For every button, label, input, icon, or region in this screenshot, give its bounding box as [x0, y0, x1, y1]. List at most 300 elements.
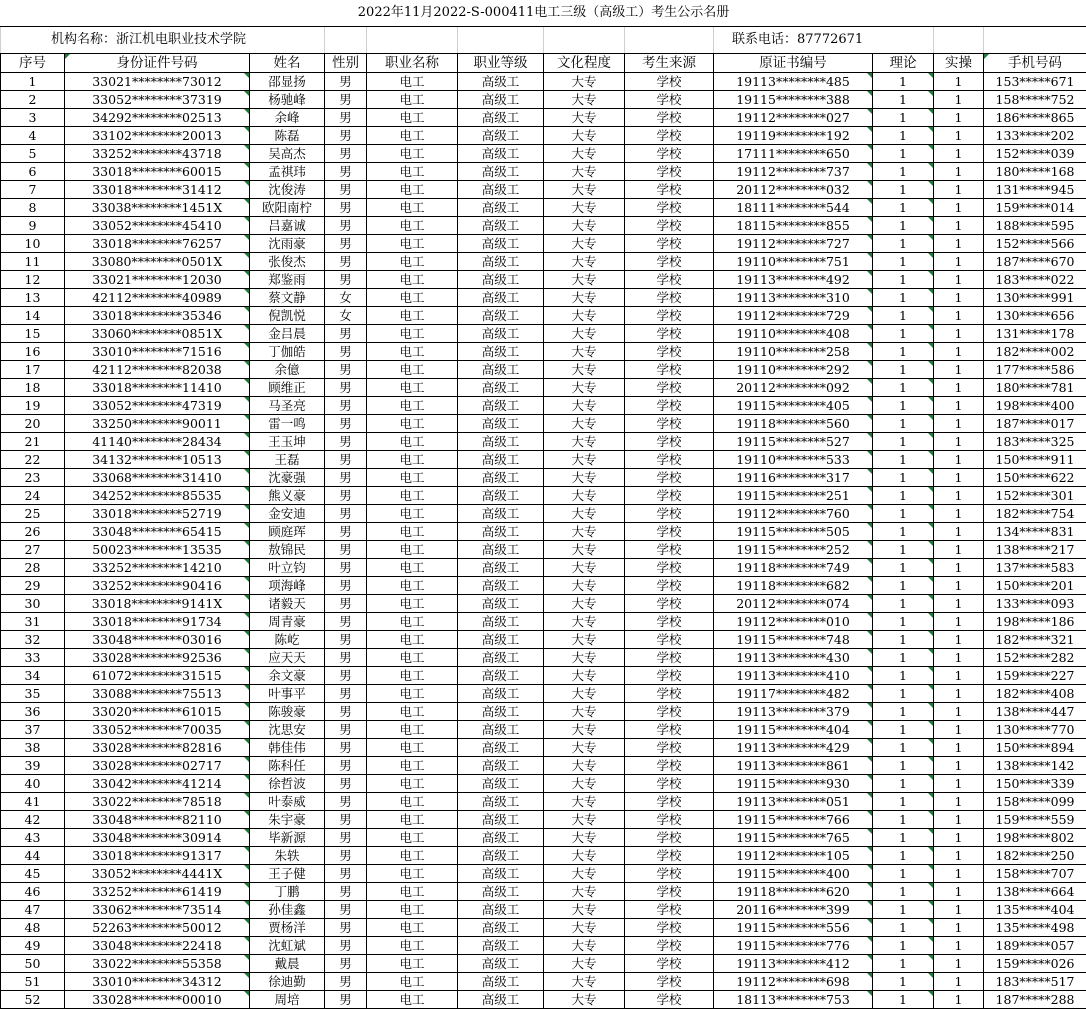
cell-practice[interactable]: 1 — [934, 649, 984, 667]
cell-id-number[interactable]: 33028********02717 — [65, 757, 250, 775]
cell-occupation[interactable]: 电工 — [367, 163, 458, 181]
cell-source[interactable]: 学校 — [625, 577, 714, 595]
cell-gender[interactable]: 男 — [325, 343, 367, 361]
cell-gender[interactable]: 男 — [325, 379, 367, 397]
cell-level[interactable]: 高级工 — [458, 973, 544, 991]
cell-phone[interactable]: 158*****099 — [984, 793, 1086, 811]
cell-practice[interactable]: 1 — [934, 541, 984, 559]
cell-practice[interactable]: 1 — [934, 577, 984, 595]
cell-theory[interactable]: 1 — [873, 487, 934, 505]
cell-education[interactable]: 大专 — [544, 289, 625, 307]
cell-level[interactable]: 高级工 — [458, 559, 544, 577]
cell-level[interactable]: 高级工 — [458, 667, 544, 685]
cell-certificate-no[interactable]: 19113********051 — [714, 793, 873, 811]
cell-certificate-no[interactable]: 19113********412 — [714, 955, 873, 973]
cell-gender[interactable]: 男 — [325, 271, 367, 289]
cell-id-number[interactable]: 33048********30914 — [65, 829, 250, 847]
cell-source[interactable]: 学校 — [625, 775, 714, 793]
col-header-practice[interactable]: 实操 — [934, 54, 984, 73]
cell-source[interactable]: 学校 — [625, 181, 714, 199]
cell-id-number[interactable]: 33022********55358 — [65, 955, 250, 973]
cell-source[interactable]: 学校 — [625, 919, 714, 937]
cell-id-number[interactable]: 33022********78518 — [65, 793, 250, 811]
cell-id-number[interactable]: 33052********70035 — [65, 721, 250, 739]
cell-theory[interactable]: 1 — [873, 793, 934, 811]
cell-level[interactable]: 高级工 — [458, 361, 544, 379]
cell-certificate-no[interactable]: 19113********379 — [714, 703, 873, 721]
cell-level[interactable]: 高级工 — [458, 469, 544, 487]
cell-source[interactable]: 学校 — [625, 865, 714, 883]
cell-education[interactable]: 大专 — [544, 181, 625, 199]
cell-level[interactable]: 高级工 — [458, 613, 544, 631]
cell-gender[interactable]: 男 — [325, 163, 367, 181]
cell-name[interactable]: 孟祺玮 — [250, 163, 325, 181]
cell-certificate-no[interactable]: 17111********650 — [714, 145, 873, 163]
cell-name[interactable]: 朱宇豪 — [250, 811, 325, 829]
cell-seq[interactable]: 43 — [1, 829, 65, 847]
cell-gender[interactable]: 男 — [325, 829, 367, 847]
cell-phone[interactable]: 138*****447 — [984, 703, 1086, 721]
cell-level[interactable]: 高级工 — [458, 541, 544, 559]
cell-practice[interactable]: 1 — [934, 955, 984, 973]
cell-source[interactable]: 学校 — [625, 559, 714, 577]
cell-education[interactable]: 大专 — [544, 901, 625, 919]
cell-level[interactable]: 高级工 — [458, 145, 544, 163]
cell-gender[interactable]: 男 — [325, 757, 367, 775]
cell-level[interactable]: 高级工 — [458, 883, 544, 901]
cell-level[interactable]: 高级工 — [458, 865, 544, 883]
cell-seq[interactable]: 15 — [1, 325, 65, 343]
cell-id-number[interactable]: 33028********92536 — [65, 649, 250, 667]
cell-level[interactable]: 高级工 — [458, 811, 544, 829]
cell-source[interactable]: 学校 — [625, 685, 714, 703]
cell-phone[interactable]: 159*****227 — [984, 667, 1086, 685]
info-empty-cell[interactable] — [544, 27, 625, 54]
cell-level[interactable]: 高级工 — [458, 397, 544, 415]
cell-certificate-no[interactable]: 19115********252 — [714, 541, 873, 559]
cell-gender[interactable]: 男 — [325, 217, 367, 235]
cell-seq[interactable]: 40 — [1, 775, 65, 793]
cell-name[interactable]: 余峰 — [250, 109, 325, 127]
cell-level[interactable]: 高级工 — [458, 199, 544, 217]
cell-occupation[interactable]: 电工 — [367, 865, 458, 883]
cell-certificate-no[interactable]: 19119********192 — [714, 127, 873, 145]
cell-education[interactable]: 大专 — [544, 253, 625, 271]
cell-certificate-no[interactable]: 19112********105 — [714, 847, 873, 865]
cell-occupation[interactable]: 电工 — [367, 433, 458, 451]
cell-source[interactable]: 学校 — [625, 811, 714, 829]
cell-id-number[interactable]: 33018********52719 — [65, 505, 250, 523]
cell-certificate-no[interactable]: 19115********505 — [714, 523, 873, 541]
cell-name[interactable]: 戴晨 — [250, 955, 325, 973]
cell-id-number[interactable]: 33018********35346 — [65, 307, 250, 325]
cell-occupation[interactable]: 电工 — [367, 451, 458, 469]
cell-certificate-no[interactable]: 18115********855 — [714, 217, 873, 235]
cell-name[interactable]: 陈磊 — [250, 127, 325, 145]
cell-theory[interactable]: 1 — [873, 829, 934, 847]
cell-id-number[interactable]: 33250********90011 — [65, 415, 250, 433]
cell-gender[interactable]: 男 — [325, 523, 367, 541]
cell-education[interactable]: 大专 — [544, 487, 625, 505]
cell-occupation[interactable]: 电工 — [367, 919, 458, 937]
cell-education[interactable]: 大专 — [544, 505, 625, 523]
cell-id-number[interactable]: 42112********40989 — [65, 289, 250, 307]
cell-theory[interactable]: 1 — [873, 73, 934, 91]
cell-level[interactable]: 高级工 — [458, 703, 544, 721]
cell-theory[interactable]: 1 — [873, 757, 934, 775]
cell-practice[interactable]: 1 — [934, 703, 984, 721]
cell-education[interactable]: 大专 — [544, 847, 625, 865]
cell-occupation[interactable]: 电工 — [367, 145, 458, 163]
cell-gender[interactable]: 男 — [325, 127, 367, 145]
cell-name[interactable]: 叶泰威 — [250, 793, 325, 811]
cell-practice[interactable]: 1 — [934, 505, 984, 523]
cell-gender[interactable]: 男 — [325, 415, 367, 433]
cell-practice[interactable]: 1 — [934, 487, 984, 505]
cell-id-number[interactable]: 33018********11410 — [65, 379, 250, 397]
cell-practice[interactable]: 1 — [934, 181, 984, 199]
cell-certificate-no[interactable]: 19118********682 — [714, 577, 873, 595]
cell-level[interactable]: 高级工 — [458, 271, 544, 289]
cell-occupation[interactable]: 电工 — [367, 811, 458, 829]
cell-id-number[interactable]: 33048********82110 — [65, 811, 250, 829]
cell-level[interactable]: 高级工 — [458, 955, 544, 973]
cell-phone[interactable]: 182*****321 — [984, 631, 1086, 649]
info-empty-cell[interactable] — [934, 27, 984, 54]
cell-theory[interactable]: 1 — [873, 919, 934, 937]
cell-certificate-no[interactable]: 19115********776 — [714, 937, 873, 955]
sheet-title[interactable]: 2022年11月2022-S-000411电工三级（高级工）考生公示名册 — [1, 0, 1086, 27]
cell-theory[interactable]: 1 — [873, 937, 934, 955]
cell-id-number[interactable]: 33021********12030 — [65, 271, 250, 289]
cell-seq[interactable]: 7 — [1, 181, 65, 199]
cell-practice[interactable]: 1 — [934, 145, 984, 163]
cell-phone[interactable]: 158*****752 — [984, 91, 1086, 109]
cell-occupation[interactable]: 电工 — [367, 127, 458, 145]
cell-certificate-no[interactable]: 19115********930 — [714, 775, 873, 793]
cell-occupation[interactable]: 电工 — [367, 253, 458, 271]
cell-name[interactable]: 熊义豪 — [250, 487, 325, 505]
institution-name[interactable]: 机构名称：浙江机电职业技术学院 — [1, 27, 325, 54]
cell-phone[interactable]: 186*****865 — [984, 109, 1086, 127]
cell-gender[interactable]: 男 — [325, 235, 367, 253]
cell-source[interactable]: 学校 — [625, 415, 714, 433]
cell-phone[interactable]: 198*****802 — [984, 829, 1086, 847]
cell-id-number[interactable]: 50023********13535 — [65, 541, 250, 559]
cell-name[interactable]: 余億 — [250, 361, 325, 379]
cell-gender[interactable]: 男 — [325, 703, 367, 721]
cell-practice[interactable]: 1 — [934, 397, 984, 415]
cell-name[interactable]: 陈科任 — [250, 757, 325, 775]
cell-id-number[interactable]: 33018********91734 — [65, 613, 250, 631]
cell-phone[interactable]: 150*****911 — [984, 451, 1086, 469]
cell-certificate-no[interactable]: 19110********408 — [714, 325, 873, 343]
cell-phone[interactable]: 182*****002 — [984, 343, 1086, 361]
cell-practice[interactable]: 1 — [934, 667, 984, 685]
cell-certificate-no[interactable]: 19112********698 — [714, 973, 873, 991]
cell-seq[interactable]: 30 — [1, 595, 65, 613]
cell-level[interactable]: 高级工 — [458, 487, 544, 505]
cell-gender[interactable]: 女 — [325, 289, 367, 307]
cell-certificate-no[interactable]: 19115********400 — [714, 865, 873, 883]
cell-occupation[interactable]: 电工 — [367, 649, 458, 667]
cell-practice[interactable]: 1 — [934, 235, 984, 253]
cell-practice[interactable]: 1 — [934, 343, 984, 361]
cell-level[interactable]: 高级工 — [458, 631, 544, 649]
cell-education[interactable]: 大专 — [544, 721, 625, 739]
cell-phone[interactable]: 152*****301 — [984, 487, 1086, 505]
cell-occupation[interactable]: 电工 — [367, 991, 458, 1009]
cell-id-number[interactable]: 33021********73012 — [65, 73, 250, 91]
cell-certificate-no[interactable]: 19115********388 — [714, 91, 873, 109]
cell-source[interactable]: 学校 — [625, 703, 714, 721]
cell-occupation[interactable]: 电工 — [367, 721, 458, 739]
cell-name[interactable]: 雷一鸣 — [250, 415, 325, 433]
cell-name[interactable]: 欧阳南柠 — [250, 199, 325, 217]
cell-phone[interactable]: 135*****498 — [984, 919, 1086, 937]
cell-education[interactable]: 大专 — [544, 397, 625, 415]
cell-name[interactable]: 徐迪勤 — [250, 973, 325, 991]
cell-practice[interactable]: 1 — [934, 829, 984, 847]
cell-seq[interactable]: 37 — [1, 721, 65, 739]
cell-source[interactable]: 学校 — [625, 109, 714, 127]
cell-practice[interactable]: 1 — [934, 883, 984, 901]
cell-id-number[interactable]: 34252********85535 — [65, 487, 250, 505]
cell-gender[interactable]: 男 — [325, 613, 367, 631]
cell-practice[interactable]: 1 — [934, 361, 984, 379]
cell-gender[interactable]: 男 — [325, 145, 367, 163]
cell-certificate-no[interactable]: 19116********317 — [714, 469, 873, 487]
cell-gender[interactable]: 男 — [325, 955, 367, 973]
cell-source[interactable]: 学校 — [625, 739, 714, 757]
cell-theory[interactable]: 1 — [873, 307, 934, 325]
cell-seq[interactable]: 22 — [1, 451, 65, 469]
cell-gender[interactable]: 男 — [325, 199, 367, 217]
cell-theory[interactable]: 1 — [873, 847, 934, 865]
cell-name[interactable]: 沈雨豪 — [250, 235, 325, 253]
cell-level[interactable]: 高级工 — [458, 73, 544, 91]
cell-certificate-no[interactable]: 19113********410 — [714, 667, 873, 685]
cell-source[interactable]: 学校 — [625, 433, 714, 451]
cell-seq[interactable]: 21 — [1, 433, 65, 451]
cell-occupation[interactable]: 电工 — [367, 379, 458, 397]
cell-occupation[interactable]: 电工 — [367, 613, 458, 631]
cell-education[interactable]: 大专 — [544, 883, 625, 901]
cell-theory[interactable]: 1 — [873, 217, 934, 235]
cell-gender[interactable]: 男 — [325, 901, 367, 919]
cell-seq[interactable]: 34 — [1, 667, 65, 685]
cell-level[interactable]: 高级工 — [458, 127, 544, 145]
cell-gender[interactable]: 男 — [325, 685, 367, 703]
cell-level[interactable]: 高级工 — [458, 379, 544, 397]
cell-certificate-no[interactable]: 19112********027 — [714, 109, 873, 127]
cell-occupation[interactable]: 电工 — [367, 343, 458, 361]
cell-level[interactable]: 高级工 — [458, 181, 544, 199]
cell-phone[interactable]: 130*****770 — [984, 721, 1086, 739]
cell-occupation[interactable]: 电工 — [367, 469, 458, 487]
cell-id-number[interactable]: 33020********61015 — [65, 703, 250, 721]
cell-occupation[interactable]: 电工 — [367, 361, 458, 379]
cell-gender[interactable]: 女 — [325, 307, 367, 325]
cell-education[interactable]: 大专 — [544, 451, 625, 469]
cell-source[interactable]: 学校 — [625, 73, 714, 91]
cell-phone[interactable]: 158*****707 — [984, 865, 1086, 883]
cell-seq[interactable]: 26 — [1, 523, 65, 541]
cell-id-number[interactable]: 33028********00010 — [65, 991, 250, 1009]
cell-phone[interactable]: 183*****325 — [984, 433, 1086, 451]
cell-education[interactable]: 大专 — [544, 127, 625, 145]
cell-theory[interactable]: 1 — [873, 721, 934, 739]
cell-gender[interactable]: 男 — [325, 667, 367, 685]
cell-theory[interactable]: 1 — [873, 397, 934, 415]
cell-source[interactable]: 学校 — [625, 847, 714, 865]
cell-certificate-no[interactable]: 19115********404 — [714, 721, 873, 739]
cell-gender[interactable]: 男 — [325, 991, 367, 1009]
cell-name[interactable]: 倪凯悦 — [250, 307, 325, 325]
cell-seq[interactable]: 35 — [1, 685, 65, 703]
cell-theory[interactable]: 1 — [873, 199, 934, 217]
cell-source[interactable]: 学校 — [625, 937, 714, 955]
cell-practice[interactable]: 1 — [934, 163, 984, 181]
cell-name[interactable]: 孙佳鑫 — [250, 901, 325, 919]
cell-gender[interactable]: 男 — [325, 73, 367, 91]
cell-certificate-no[interactable]: 19115********766 — [714, 811, 873, 829]
cell-theory[interactable]: 1 — [873, 775, 934, 793]
cell-practice[interactable]: 1 — [934, 91, 984, 109]
cell-level[interactable]: 高级工 — [458, 451, 544, 469]
cell-seq[interactable]: 31 — [1, 613, 65, 631]
cell-occupation[interactable]: 电工 — [367, 235, 458, 253]
cell-seq[interactable]: 17 — [1, 361, 65, 379]
cell-phone[interactable]: 187*****288 — [984, 991, 1086, 1009]
cell-gender[interactable]: 男 — [325, 487, 367, 505]
cell-phone[interactable]: 133*****202 — [984, 127, 1086, 145]
cell-seq[interactable]: 4 — [1, 127, 65, 145]
cell-theory[interactable]: 1 — [873, 973, 934, 991]
cell-id-number[interactable]: 61072********31515 — [65, 667, 250, 685]
cell-gender[interactable]: 男 — [325, 919, 367, 937]
cell-education[interactable]: 大专 — [544, 235, 625, 253]
cell-level[interactable]: 高级工 — [458, 739, 544, 757]
cell-occupation[interactable]: 电工 — [367, 937, 458, 955]
cell-id-number[interactable]: 33018********76257 — [65, 235, 250, 253]
cell-seq[interactable]: 6 — [1, 163, 65, 181]
cell-gender[interactable]: 男 — [325, 595, 367, 613]
info-empty-cell[interactable] — [325, 27, 367, 54]
cell-source[interactable]: 学校 — [625, 199, 714, 217]
cell-practice[interactable]: 1 — [934, 271, 984, 289]
cell-occupation[interactable]: 电工 — [367, 73, 458, 91]
cell-occupation[interactable]: 电工 — [367, 199, 458, 217]
cell-id-number[interactable]: 33018********91317 — [65, 847, 250, 865]
cell-occupation[interactable]: 电工 — [367, 523, 458, 541]
col-header-phone[interactable]: 手机号码 — [984, 54, 1086, 73]
cell-name[interactable]: 敖锦民 — [250, 541, 325, 559]
cell-education[interactable]: 大专 — [544, 829, 625, 847]
cell-gender[interactable]: 男 — [325, 631, 367, 649]
cell-id-number[interactable]: 33252********43718 — [65, 145, 250, 163]
cell-phone[interactable]: 130*****656 — [984, 307, 1086, 325]
cell-practice[interactable]: 1 — [934, 595, 984, 613]
cell-certificate-no[interactable]: 19110********292 — [714, 361, 873, 379]
cell-practice[interactable]: 1 — [934, 559, 984, 577]
cell-source[interactable]: 学校 — [625, 361, 714, 379]
cell-theory[interactable]: 1 — [873, 379, 934, 397]
cell-name[interactable]: 顾庭珲 — [250, 523, 325, 541]
cell-occupation[interactable]: 电工 — [367, 487, 458, 505]
cell-certificate-no[interactable]: 19115********251 — [714, 487, 873, 505]
cell-source[interactable]: 学校 — [625, 613, 714, 631]
cell-occupation[interactable]: 电工 — [367, 505, 458, 523]
cell-occupation[interactable]: 电工 — [367, 595, 458, 613]
cell-education[interactable]: 大专 — [544, 523, 625, 541]
cell-practice[interactable]: 1 — [934, 307, 984, 325]
cell-name[interactable]: 张俊杰 — [250, 253, 325, 271]
cell-name[interactable]: 余文豪 — [250, 667, 325, 685]
cell-practice[interactable]: 1 — [934, 613, 984, 631]
cell-seq[interactable]: 25 — [1, 505, 65, 523]
cell-occupation[interactable]: 电工 — [367, 109, 458, 127]
cell-source[interactable]: 学校 — [625, 523, 714, 541]
cell-name[interactable]: 丁鹏 — [250, 883, 325, 901]
cell-level[interactable]: 高级工 — [458, 991, 544, 1009]
cell-name[interactable]: 邵显扬 — [250, 73, 325, 91]
cell-name[interactable]: 周培 — [250, 991, 325, 1009]
cell-phone[interactable]: 177*****586 — [984, 361, 1086, 379]
cell-seq[interactable]: 16 — [1, 343, 65, 361]
cell-name[interactable]: 陈屹 — [250, 631, 325, 649]
cell-name[interactable]: 吴高杰 — [250, 145, 325, 163]
cell-source[interactable]: 学校 — [625, 901, 714, 919]
cell-level[interactable]: 高级工 — [458, 847, 544, 865]
cell-gender[interactable]: 男 — [325, 325, 367, 343]
cell-theory[interactable]: 1 — [873, 901, 934, 919]
cell-certificate-no[interactable]: 20112********032 — [714, 181, 873, 199]
cell-education[interactable]: 大专 — [544, 541, 625, 559]
cell-id-number[interactable]: 34292********02513 — [65, 109, 250, 127]
cell-phone[interactable]: 198*****400 — [984, 397, 1086, 415]
cell-phone[interactable]: 183*****022 — [984, 271, 1086, 289]
cell-theory[interactable]: 1 — [873, 433, 934, 451]
cell-education[interactable]: 大专 — [544, 109, 625, 127]
cell-name[interactable]: 郑鉴雨 — [250, 271, 325, 289]
cell-name[interactable]: 沈虹斌 — [250, 937, 325, 955]
cell-seq[interactable]: 1 — [1, 73, 65, 91]
cell-occupation[interactable]: 电工 — [367, 793, 458, 811]
cell-certificate-no[interactable]: 19113********430 — [714, 649, 873, 667]
cell-practice[interactable]: 1 — [934, 631, 984, 649]
cell-certificate-no[interactable]: 19110********533 — [714, 451, 873, 469]
cell-practice[interactable]: 1 — [934, 739, 984, 757]
cell-education[interactable]: 大专 — [544, 415, 625, 433]
cell-id-number[interactable]: 33252********61419 — [65, 883, 250, 901]
cell-source[interactable]: 学校 — [625, 451, 714, 469]
cell-education[interactable]: 大专 — [544, 739, 625, 757]
cell-source[interactable]: 学校 — [625, 667, 714, 685]
cell-source[interactable]: 学校 — [625, 973, 714, 991]
cell-id-number[interactable]: 33038********1451X — [65, 199, 250, 217]
col-header-id[interactable]: 身份证件号码 — [65, 54, 250, 73]
cell-phone[interactable]: 159*****026 — [984, 955, 1086, 973]
cell-certificate-no[interactable]: 19115********527 — [714, 433, 873, 451]
cell-practice[interactable]: 1 — [934, 721, 984, 739]
col-header-occupation[interactable]: 职业名称 — [367, 54, 458, 73]
cell-source[interactable]: 学校 — [625, 343, 714, 361]
cell-level[interactable]: 高级工 — [458, 649, 544, 667]
col-header-source[interactable]: 考生来源 — [625, 54, 714, 73]
col-header-certificate[interactable]: 原证书编号 — [714, 54, 873, 73]
cell-seq[interactable]: 20 — [1, 415, 65, 433]
